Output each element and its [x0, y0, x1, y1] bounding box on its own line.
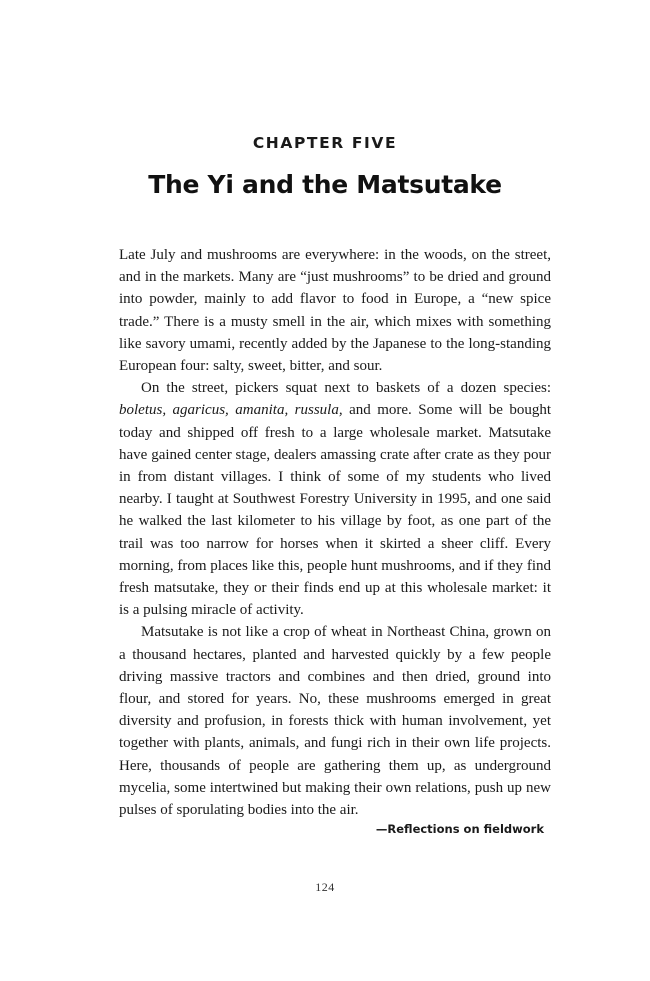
paragraph-1 — [119, 244, 551, 377]
paragraph-3 — [119, 621, 551, 821]
paragraph-2-text-a: On the street, pickers squat next to baskets of a dozen species: — [141, 380, 551, 397]
paragraph-2 — [119, 377, 551, 621]
attribution: —Reflections on fieldwork — [375, 822, 544, 836]
paragraph-2-species-list: boletus, agaricus, amanita, russula, — [119, 402, 343, 419]
chapter-label: CHAPTER FIVE — [252, 134, 398, 152]
paragraph-1-text: Late July and mushrooms are everywhere: in the woods, on the street, and in the markets. Many are “just mushrooms” to be dried and ground into powder, mainly to add flavor to food in Europe, a “new spice trade.” There is a musty smell in the air, which mixes with something like savory umami, recently added by the Japanese to the long-standing European four: salty, sweet, bitter, and sour. — [119, 247, 551, 375]
epigraph-text — [119, 244, 551, 821]
page-number: 124 — [315, 880, 335, 894]
paragraph-3-text: Matsutake is not like a crop of wheat in Northeast China, grown on a thousand hectares, planted and harvested quickly by a few people driving massive tractors and combines and then dried, ground into flour, and stored for years. No, these mushrooms emerged in great diversity and profusion, in forests thick with human involvement, yet together with plants, animals, and fungi rich in their own life projects. Here, thousands of people are gathering them up, as underground mycelia, some intertwined but making their own relations, push up new pulses of sporulating bodies into the air. — [119, 624, 551, 819]
chapter-title: The Yi and the Matsutake — [148, 170, 502, 199]
paragraph-2-text-b: and more. Some will be bought today and shipped off fresh to a large wholesale market. Matsutake have gained center stage, dealers amassing crate after crate as they pour in from distant villages. I think of some of my students who lived nearby. I taught at Southwest Forestry University in 1995, and one said he walked the last kilometer to his village by foot, as one part of the trail was too narrow for horses when it skirted a sheer cliff. Every morning, from places like this, people hunt mushrooms, and if they find fresh matsutake, they or their finds end up at this wholesale market: it is a pulsing miracle of activity. — [119, 402, 551, 619]
